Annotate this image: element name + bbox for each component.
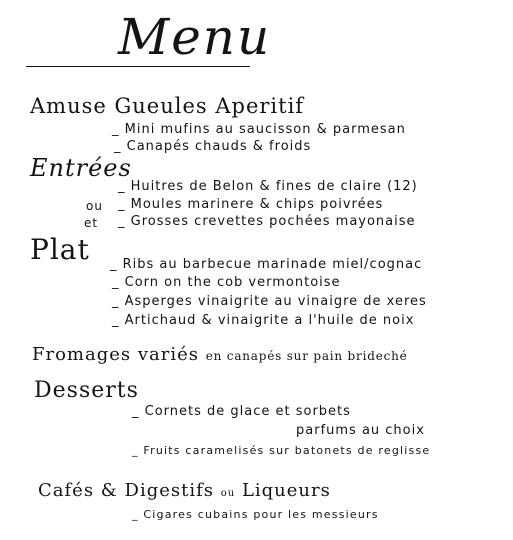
menu-item: _ Cigares cubains pour les messieurs bbox=[132, 508, 379, 521]
section-heading-entrees: Entrées bbox=[30, 154, 132, 182]
section-heading-fromages-suffix: en canapés sur pain brideché bbox=[205, 349, 408, 363]
menu-item: _ Asperges vinaigrite au vinaigre de xeres bbox=[112, 294, 427, 309]
item-prefix-et: et bbox=[84, 216, 99, 230]
section-heading-fromages-label: Fromages variés bbox=[32, 344, 200, 365]
menu-item: _ Corn on the cob vermontoise bbox=[112, 275, 341, 290]
title-underline bbox=[26, 66, 250, 67]
menu-item: _ Ribs au barbecue marinade miel/cognac bbox=[110, 257, 423, 272]
section-heading-cafes-connector: ou bbox=[220, 488, 236, 499]
section-heading-fromages bbox=[32, 346, 408, 364]
item-prefix-ou: ou bbox=[86, 199, 103, 213]
section-heading-desserts: Desserts bbox=[34, 378, 139, 403]
section-heading-amuse-gueules: Amuse Gueules Aperitif bbox=[30, 94, 305, 118]
section-heading-cafes-label: Cafés & Digestifs bbox=[38, 480, 215, 501]
menu-item-continuation: parfums au choix bbox=[296, 423, 425, 438]
section-heading-cafes bbox=[38, 482, 331, 500]
menu-item: _ Moules marinere & chips poivrées bbox=[118, 197, 384, 212]
section-heading-cafes-tail: Liqueurs bbox=[241, 480, 331, 501]
menu-item: _ Grosses crevettes pochées mayonaise bbox=[118, 214, 416, 229]
menu-item: _ Mini mufins au saucisson & parmesan bbox=[112, 122, 406, 137]
menu-item: _ Cornets de glace et sorbets bbox=[132, 404, 351, 419]
menu-item: _ Canapés chauds & froids bbox=[114, 139, 312, 154]
menu-item: _ Huitres de Belon & fines de claire (12) bbox=[118, 179, 418, 194]
section-heading-plat: Plat bbox=[30, 233, 90, 266]
menu-item: _ Artichaud & vinaigrite a l'huile de noix bbox=[112, 313, 415, 328]
menu-title: Menu bbox=[118, 8, 272, 66]
menu-item: _ Fruits caramelisés sur batonets de reglisse bbox=[132, 444, 431, 457]
